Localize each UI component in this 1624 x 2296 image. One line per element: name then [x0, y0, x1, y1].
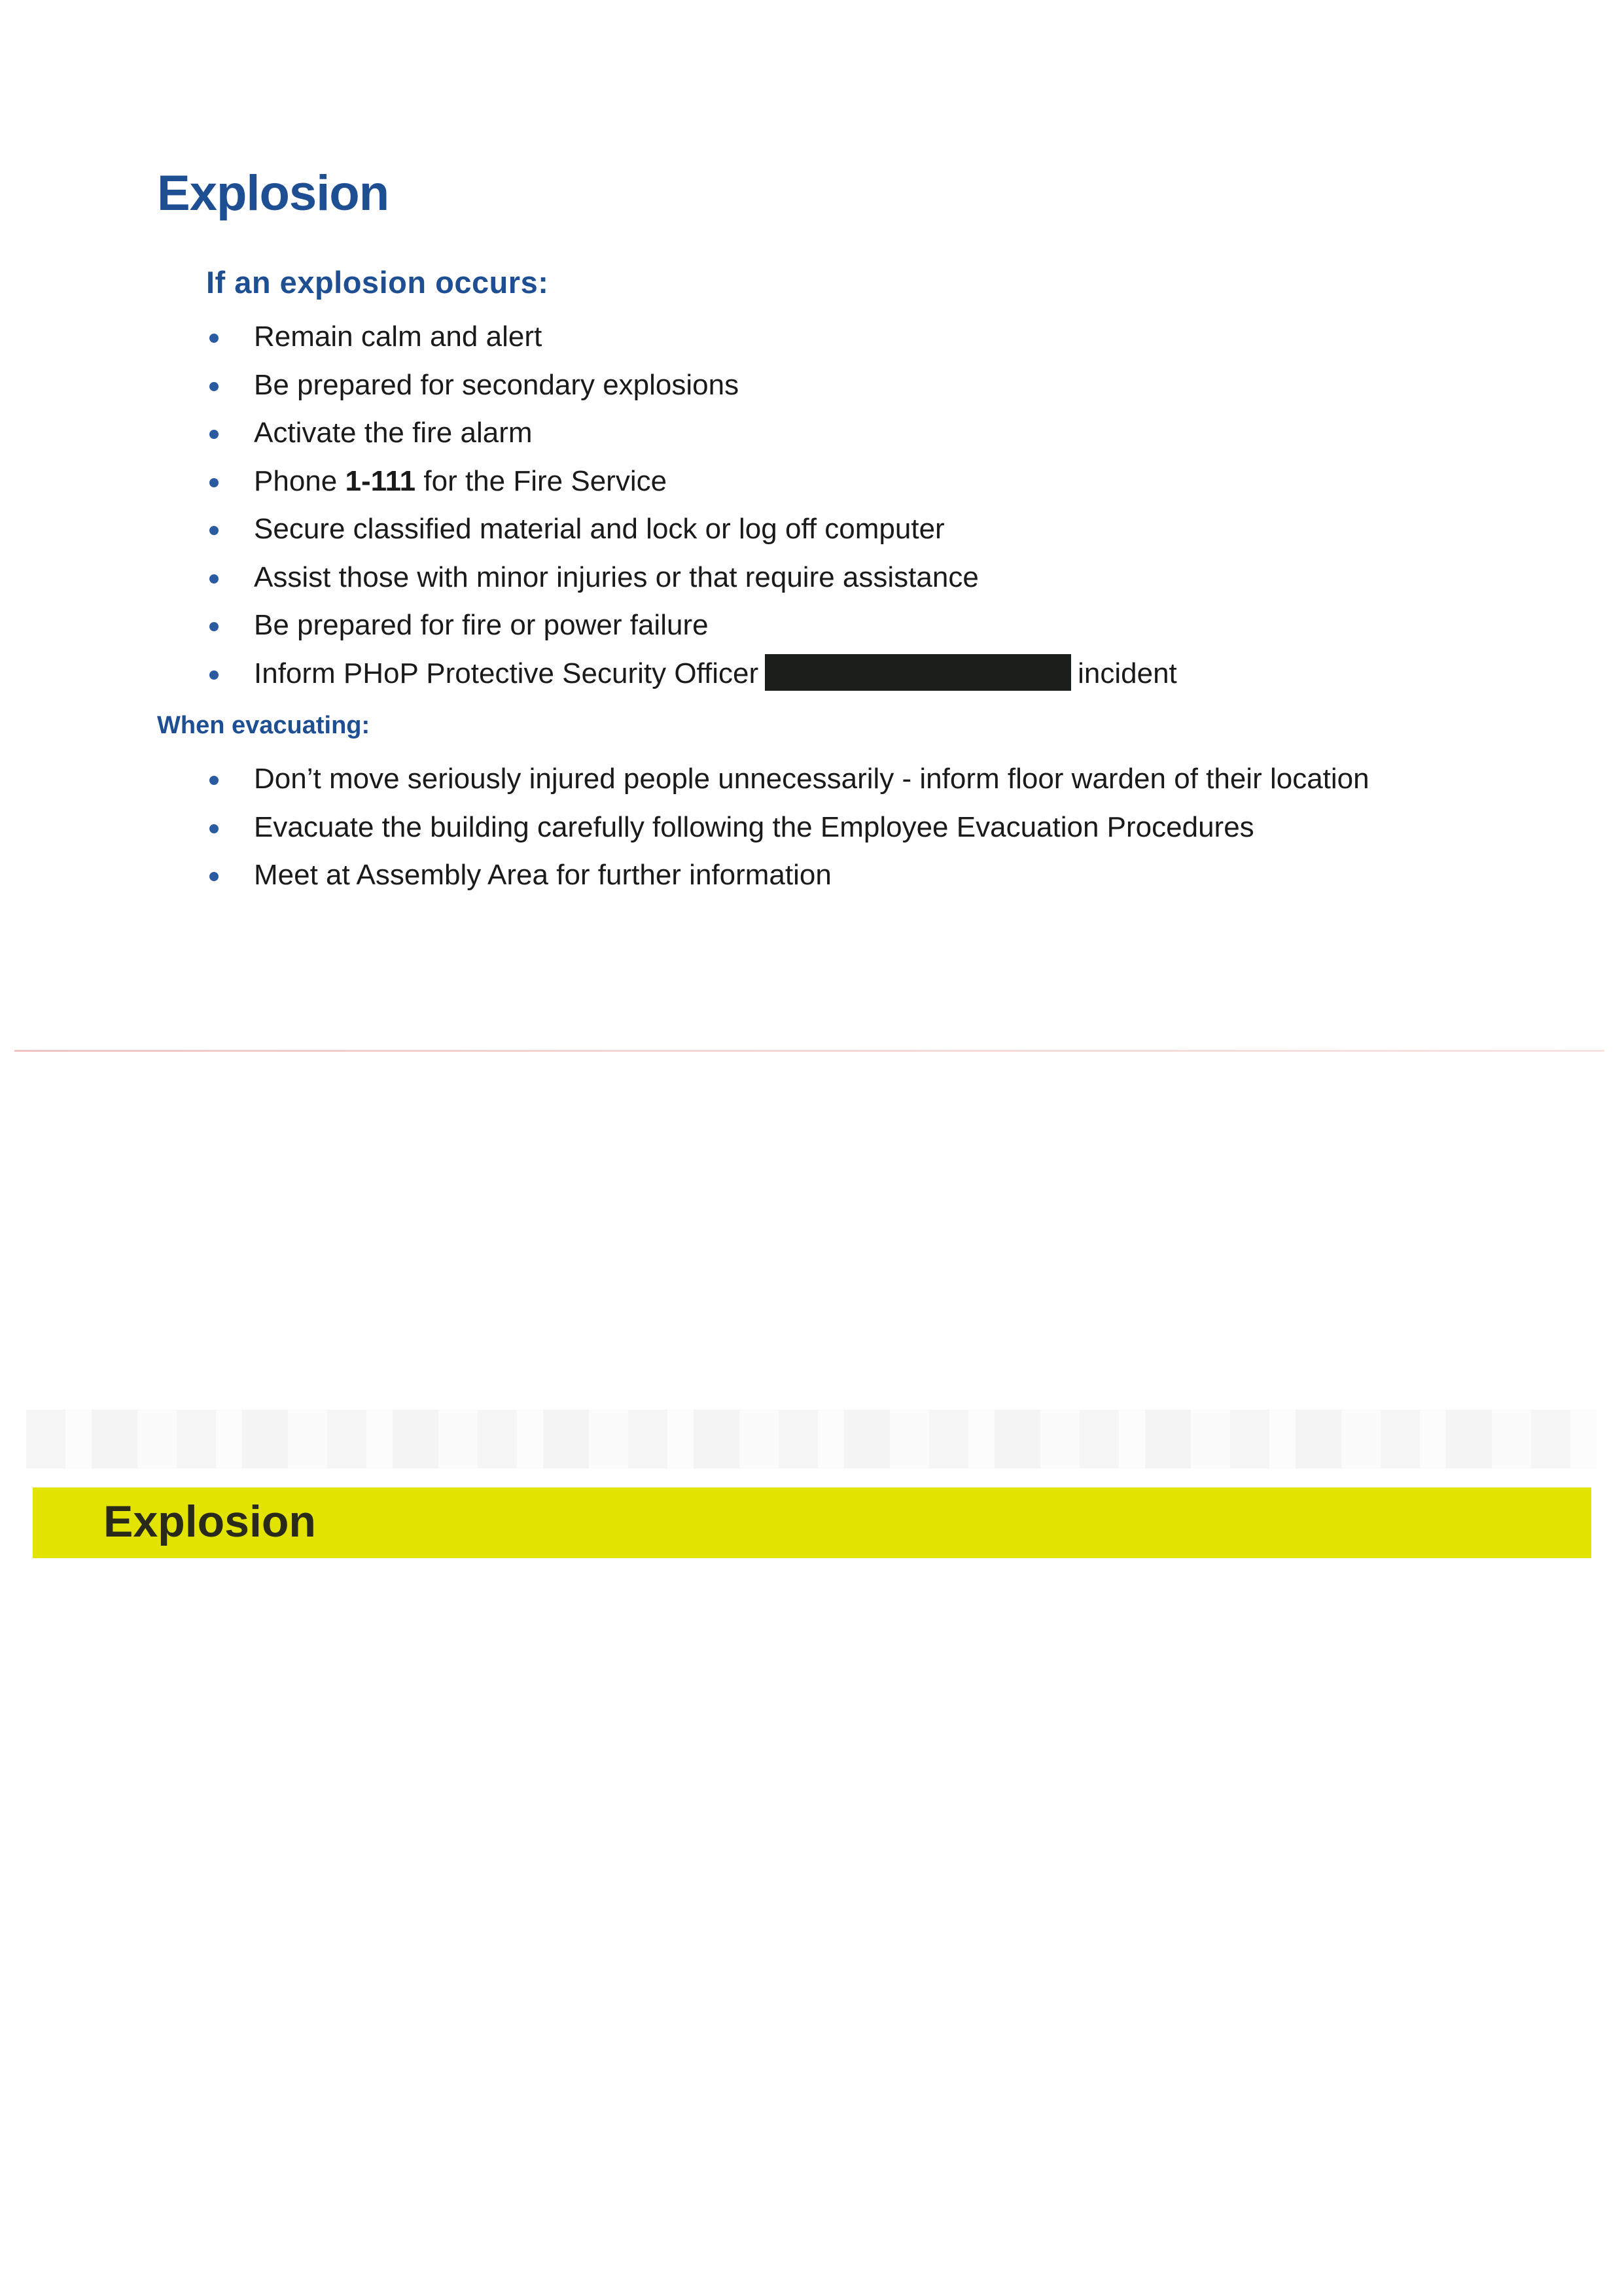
- bullet-icon: [209, 670, 219, 680]
- bullet-icon: [209, 526, 219, 535]
- bullet-icon: [209, 776, 219, 785]
- text-segment: for the Fire Service: [415, 464, 667, 497]
- page-title: Explosion: [157, 165, 389, 221]
- list-item-text: [254, 457, 667, 506]
- list-item-text: Be prepared for fire or power failure: [254, 609, 709, 641]
- section-heading-when-evacuating: When evacuating:: [157, 712, 370, 739]
- banner: [33, 1487, 1591, 1558]
- bullet-icon: [209, 824, 219, 833]
- bullet-icon: [209, 622, 219, 631]
- bullet-icon: [209, 478, 219, 487]
- list-item-text: Meet at Assembly Area for further information: [254, 859, 832, 891]
- bullet-icon: [209, 334, 219, 343]
- list-item-text: Secure classified material and lock or log off computer: [254, 513, 945, 545]
- text-segment: Inform PHoP Protective Security Officer: [254, 657, 759, 689]
- phone-number: 1-111: [345, 464, 416, 497]
- faded-bleed-through: [26, 1410, 1597, 1469]
- bullet-icon: [209, 430, 219, 439]
- list-item-text: Remain calm and alert: [254, 321, 542, 353]
- fold-divider: [14, 1050, 1604, 1052]
- list-item-text: Evacuate the building carefully following the Employee Evacuation Procedures: [254, 810, 1254, 843]
- section-heading-explosion-occurs: If an explosion occurs:: [206, 265, 549, 300]
- list-item-text: Don’t move seriously injured people unnecessarily - inform floor warden of their location: [254, 763, 1369, 795]
- text-segment: incident: [1078, 657, 1177, 689]
- redaction-block: [765, 654, 1071, 691]
- bullet-icon: [209, 382, 219, 391]
- list-item-text: [254, 650, 1177, 698]
- text-segment: Phone: [254, 464, 345, 497]
- list-item-text: Assist those with minor injuries or that require assistance: [254, 561, 979, 593]
- list-item-text: Be prepared for secondary explosions: [254, 368, 739, 401]
- bullet-icon: [209, 872, 219, 881]
- bullet-icon: [209, 574, 219, 583]
- list-item-text: Activate the fire alarm: [254, 417, 533, 449]
- banner-label: Explosion: [103, 1497, 316, 1546]
